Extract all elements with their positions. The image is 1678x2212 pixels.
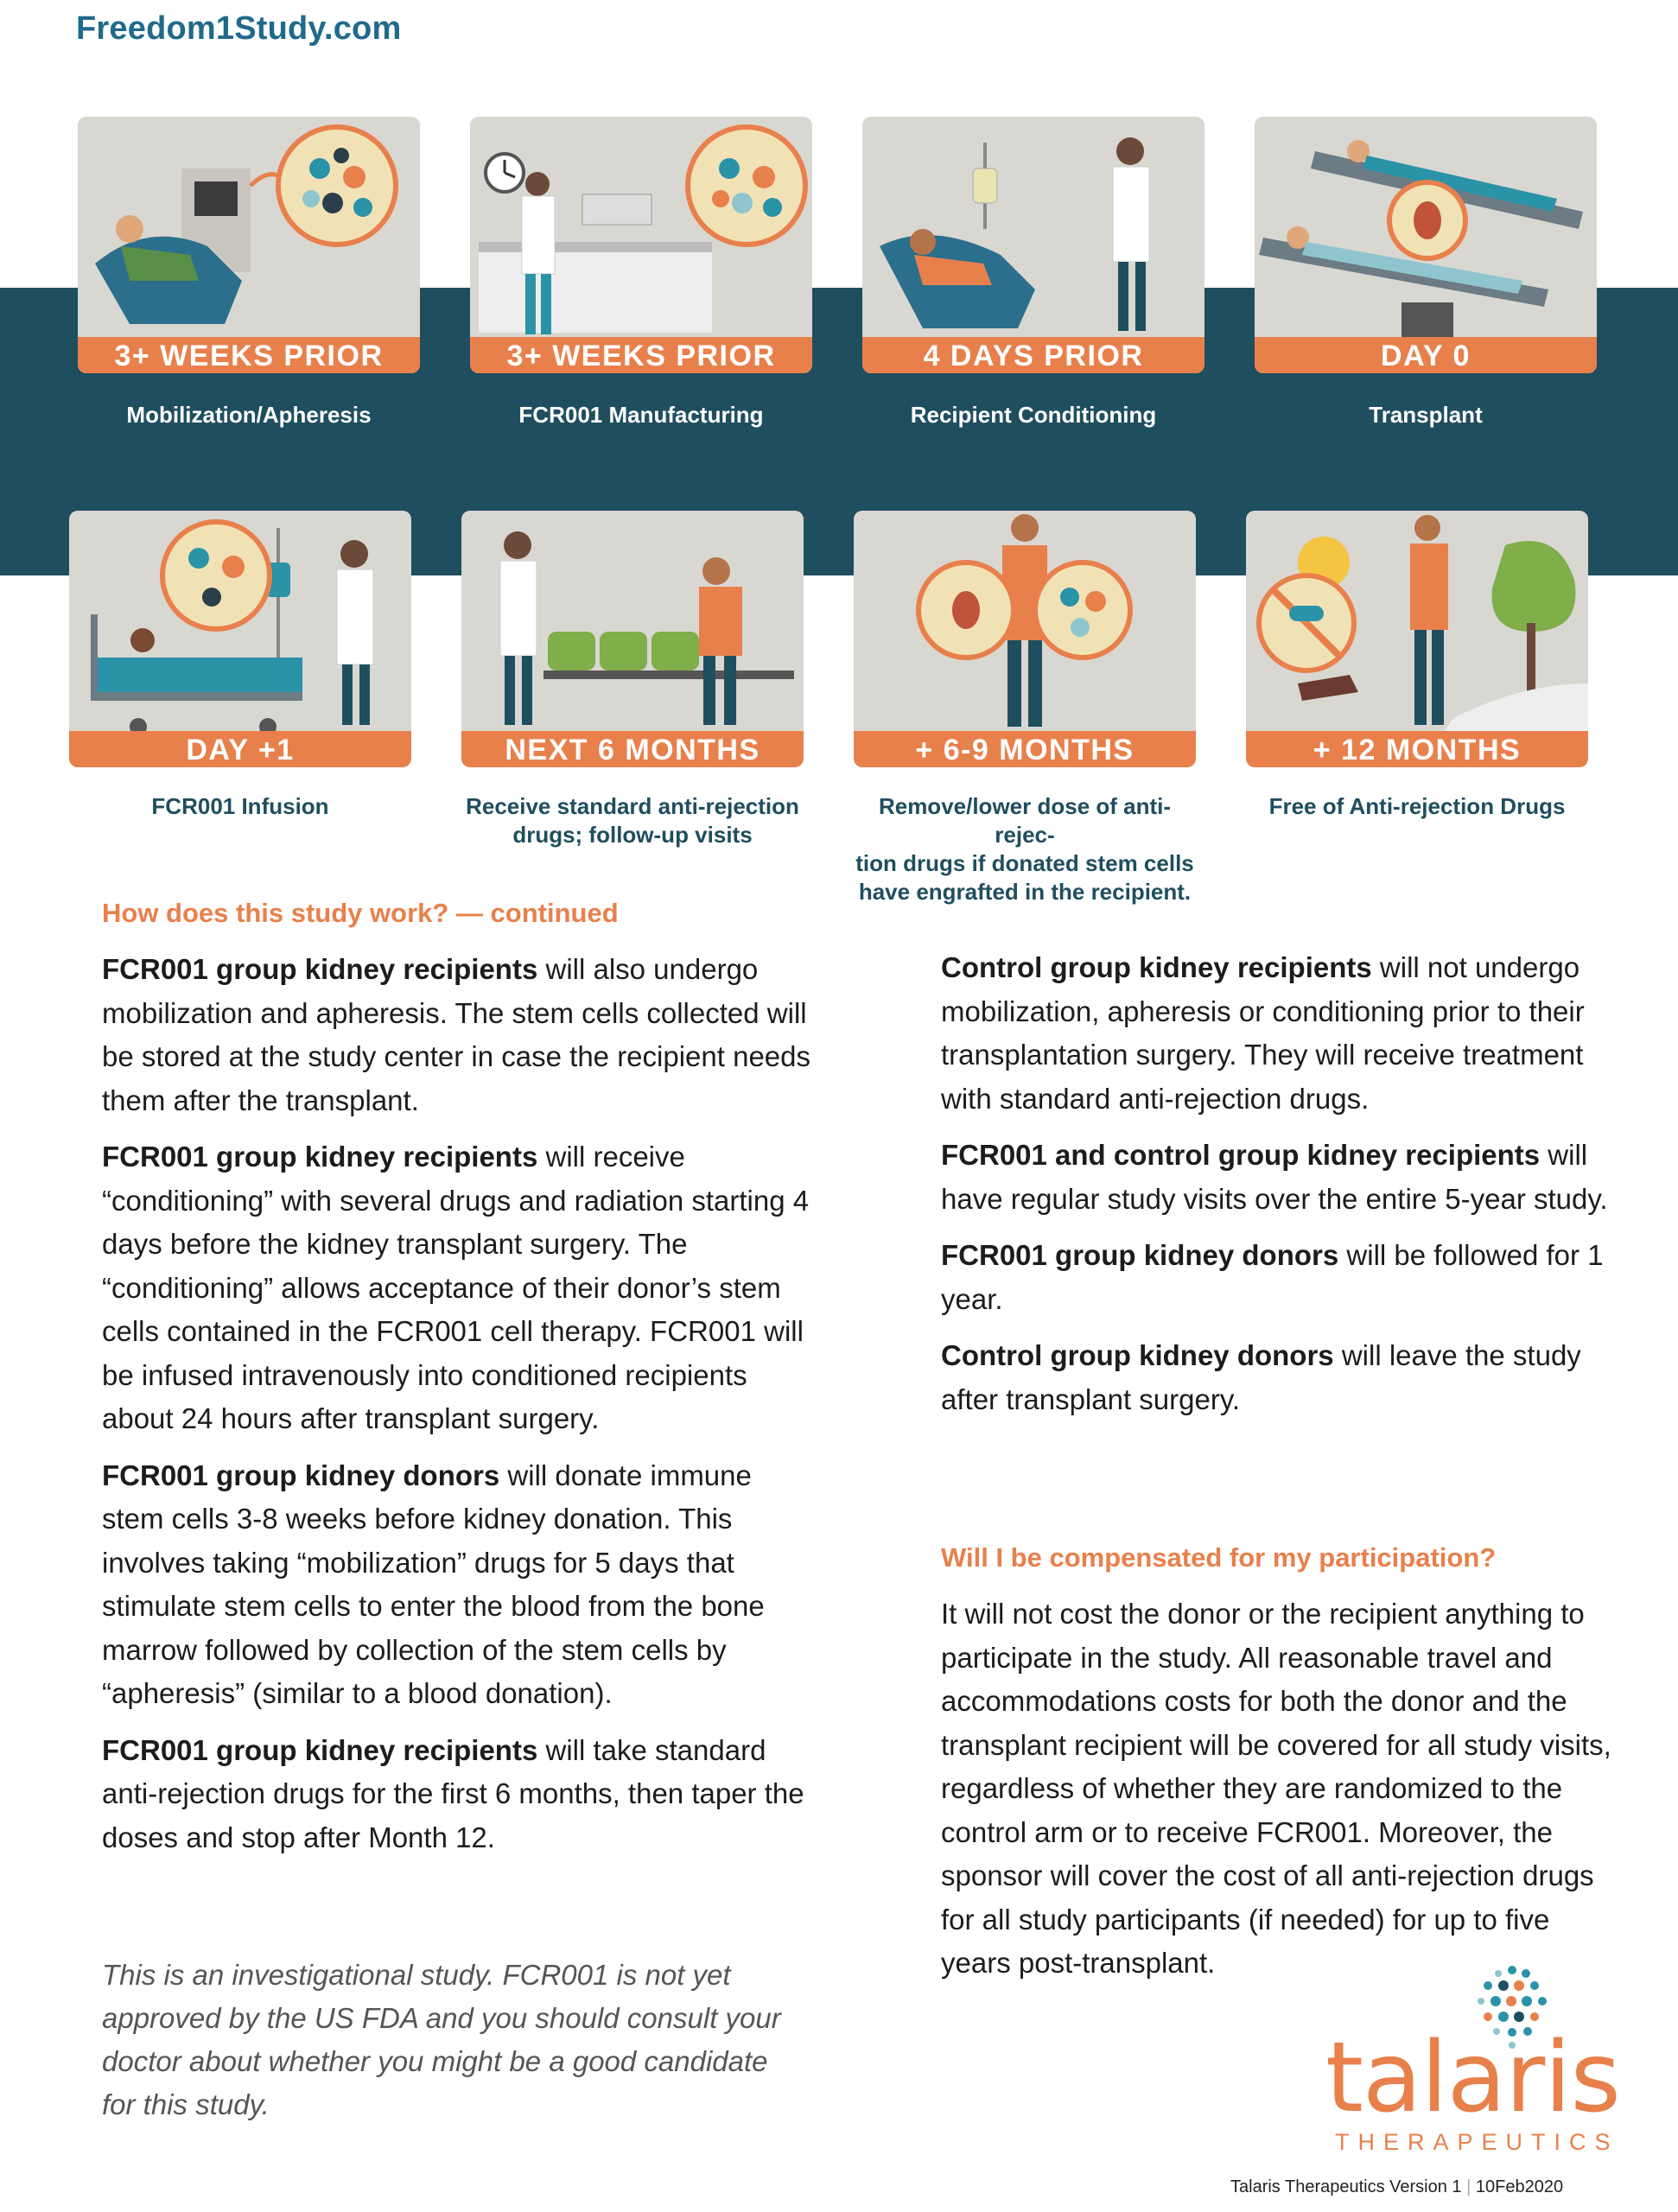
caption-line: tion drugs if donated stem cells xyxy=(855,850,1194,876)
timeline-card-follow-up xyxy=(461,511,804,767)
paragraph-lead: Control group kidney donors xyxy=(941,1339,1334,1371)
paragraph-text: will leave the study after transplant surgery. xyxy=(941,1339,1581,1415)
paragraph-lead: FCR001 group kidney recipients xyxy=(102,1733,538,1766)
paragraph-lead: FCR001 group kidney recipients xyxy=(102,1141,538,1173)
paragraph-lead: FCR001 and control group kidney recipients xyxy=(941,1139,1541,1171)
caption-line: Remove/lower dose of anti-rejec- xyxy=(878,793,1172,848)
left-column xyxy=(102,948,810,1872)
apheresis-illustration-icon xyxy=(78,117,420,373)
manufacturing-illustration-icon xyxy=(470,117,812,373)
site-title: Freedom1Study.com xyxy=(76,10,402,47)
footer-version: Talaris Therapeutics Version 1 xyxy=(1230,2177,1462,2196)
caption-line: drugs; follow-up visits xyxy=(512,822,753,848)
footer-date: 10Feb2020 xyxy=(1475,2177,1564,2196)
paragraph xyxy=(941,1234,1632,1321)
paragraph-text: will not undergo mobilization, apheresis or conditioning prior to their transplantation surgery. They will receive treatment with standard anti-rejection drugs. xyxy=(941,951,1585,1115)
compensation-body xyxy=(941,1592,1624,1999)
timeline-caption: FCR001 Infusion xyxy=(151,793,329,819)
paragraph-text: will be followed for 1 year. xyxy=(941,1239,1604,1315)
paragraph-lead: FCR001 group kidney recipients xyxy=(102,953,538,985)
timeline-card-drug-free xyxy=(1246,511,1588,767)
paragraph xyxy=(941,1134,1632,1221)
timeline-caption xyxy=(854,792,1196,906)
paragraph-text: will donate immune stem cells 3-8 weeks before kidney donation. This involves taking “mobilization” drugs for 5 days that stimulate stem cells to enter the blood from the bone marrow followed by collection of the stem cells by “apheresis” (similar to a blood donation). xyxy=(102,1459,765,1709)
timeline-card-conditioning xyxy=(862,117,1204,373)
paragraph-lead: Control group kidney recipients xyxy=(941,951,1372,983)
paragraph-lead: FCR001 group kidney donors xyxy=(102,1459,500,1491)
timeline-banner: + 12 MONTHS xyxy=(1246,731,1588,767)
timeline-card-mobilization xyxy=(78,117,420,373)
talaris-logo-wordmark: talaris xyxy=(1325,2022,1620,2134)
footer xyxy=(1230,2177,1563,2197)
paragraph: It will not cost the donor or the recipient anything to participate in the study. All reasonable travel and accommodations costs for both the donor and the transplant recipient will be covered for all study visits, regardless of whether they are randomized to the control arm or to receive FCR001. Moreover, the sponsor will cover the cost of all anti-rejection drugs for all study participants (if needed) for up to five years post-transplant. xyxy=(941,1598,1611,1979)
engraftment-illustration-icon xyxy=(854,511,1196,767)
timeline-caption: Transplant xyxy=(1369,402,1483,428)
paragraph xyxy=(102,1454,810,1716)
timeline-card-infusion xyxy=(69,511,411,767)
paragraph xyxy=(102,1729,810,1860)
paragraph xyxy=(102,1135,810,1441)
footer-separator: | xyxy=(1466,2177,1471,2196)
timeline-caption: Free of Anti-rejection Drugs xyxy=(1268,793,1566,819)
timeline-banner: 4 DAYS PRIOR xyxy=(862,337,1204,373)
caption-line: have engrafted in the recipient. xyxy=(858,879,1192,905)
conditioning-illustration-icon xyxy=(862,117,1204,373)
timeline-caption xyxy=(461,792,804,849)
right-column xyxy=(941,946,1632,1434)
timeline-banner: 3+ WEEKS PRIOR xyxy=(470,337,812,373)
timeline-banner: 3+ WEEKS PRIOR xyxy=(78,337,420,373)
paragraph xyxy=(941,946,1632,1121)
timeline-banner: + 6-9 MONTHS xyxy=(854,731,1196,767)
disclaimer: This is an investigational study. FCR001 is not yet approved by the US FDA and you should consult your doctor about whether you might be a good candidate for this study. xyxy=(102,1959,781,2120)
timeline-card-engraftment xyxy=(854,511,1196,767)
timeline-caption: Recipient Conditioning xyxy=(910,402,1157,428)
caption-line: Receive standard anti-rejection xyxy=(466,793,799,819)
timeline-card-manufacturing xyxy=(470,117,812,373)
paragraph-text: will receive “conditioning” with several drugs and radiation starting 4 days before the kidney transplant surgery. The “conditioning” allows acceptance of their donor’s stem cells contained in the FCR001 cell therapy. FCR001 will be infused intravenously into conditioned recipients about 24 hours after transplant surgery. xyxy=(102,1141,810,1434)
paragraph-text: will take standard anti-rejection drugs for the first 6 months, then taper the doses and stop after Month 12. xyxy=(102,1733,804,1853)
timeline-caption: FCR001 Manufacturing xyxy=(518,402,764,428)
section-heading: How does this study work? — continued xyxy=(102,898,619,928)
compensation-heading: Will I be compensated for my participation? xyxy=(941,1542,1497,1573)
drug-free-illustration-icon xyxy=(1246,511,1588,767)
timeline-banner: DAY 0 xyxy=(1255,337,1597,373)
paragraph xyxy=(941,1334,1632,1421)
timeline-banner: NEXT 6 MONTHS xyxy=(461,731,804,767)
paragraph-text: will have regular study visits over the entire 5-year study. xyxy=(941,1139,1608,1215)
transplant-illustration-icon xyxy=(1255,117,1597,373)
infusion-illustration-icon xyxy=(69,511,411,767)
talaris-logo-subtitle: THERAPEUTICS xyxy=(1335,2129,1619,2155)
follow-up-visits-illustration-icon xyxy=(461,511,804,767)
paragraph-text: will also undergo mobilization and apheresis. The stem cells collected will be stored at the study center in case the recipient needs them after the transplant. xyxy=(102,953,811,1116)
timeline-card-transplant xyxy=(1255,117,1597,373)
paragraph-lead: FCR001 group kidney donors xyxy=(941,1239,1339,1271)
paragraph xyxy=(102,948,810,1122)
timeline-banner: DAY +1 xyxy=(69,731,411,767)
timeline-caption: Mobilization/Apheresis xyxy=(126,402,372,428)
